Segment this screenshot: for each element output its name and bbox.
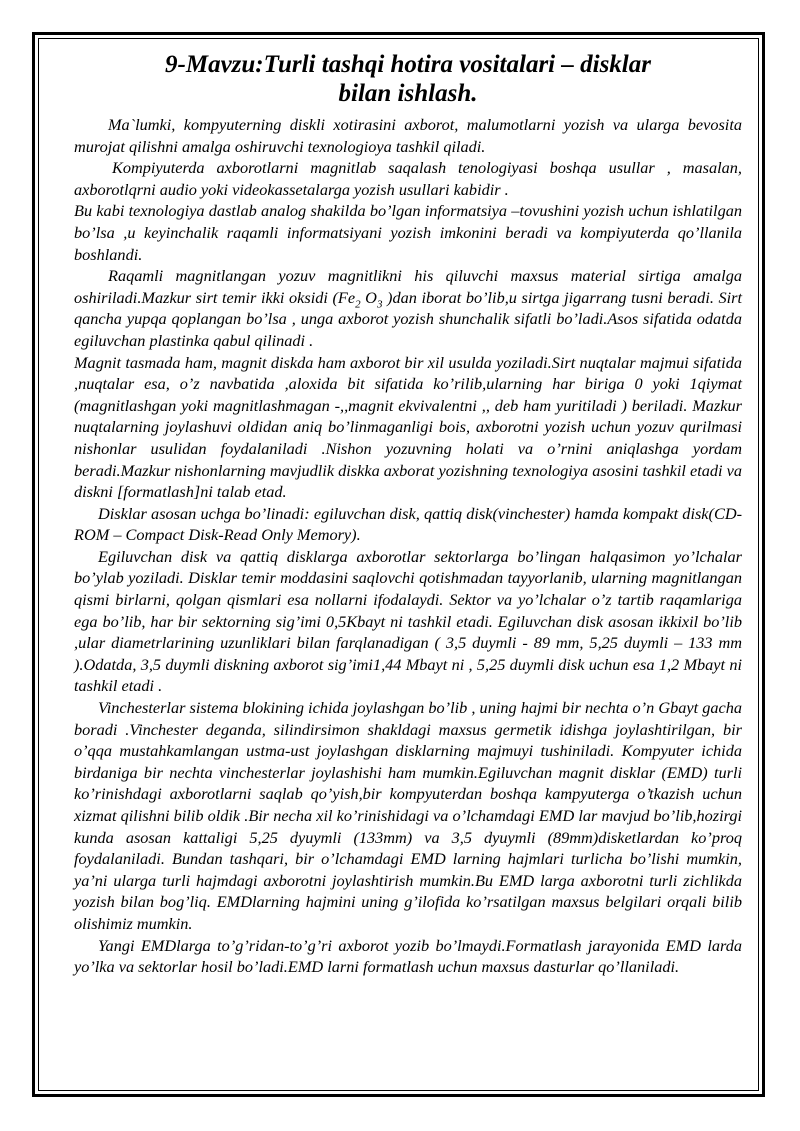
page-title — [74, 50, 742, 108]
paragraph-magnit-tasma: Magnit tasmada ham, magnit diskda ham axborot bir xil usulda yoziladi.Sirt nuqtalar majmui sifatida ,nuqtalar esa, o’z navbatida ,aloxida bit sifatida ko’rilib,ularning har biriga 0 yoki 1qiymat (magnitlashgan yoki magnitlashmagan -,,magnit ekvivalentni ,, deb ham yuritiladi ) beriladi. Mazkur nuqtalarning joylashuvi oldidan aniq bo’linmaganligi bois, axborotni yozish uchun yozuv qurilmasi nishonlar usulidan foydalaniladi .Nishon yozuvning holati va o’rnini aniqlashga yordam beradi.Mazkur nishonlarning mavjudlik diskka axborat yozishning texnologiya asosini tashkil etadi va diskni [formatlash]ni talab etad. — [74, 352, 742, 502]
paragraph-vinchesterlar: Vinchesterlar sistema blokining ichida joylashgan bo’lib , uning hajmi bir nechta o’n Gbayt gacha boradi .Vinchester deganda, silindirsimon shakldagi maxsus germetik idishga joylashtirilgan, bir o’qqa mustahkamlangan ustma-ust joylashgan disklarning majmuyi tushiniladi. Kompyuter ichida birdaniga bir nechta vinchesterlar joylashishi ham mumkin.Egiluvchan magnit disklar (EMD) turli ko’rinishdagi axborotlarni saqlab qo’yish,bir kompyuterdan boshqa kampyuterga o’tkazish uchun xizmat qilishni bilib oldik .Bir necha xil ko’rinishidagi va o’lchamdagi EMD lar mavjud bo’lib,hozirgi kunda asosan kattaligi 5,25 dyuymli (133mm) va 3,5 dyuymli (89mm)disketlardan ko’proq foydalaniladi. Bundan tashqari, bir o’lchamdagi EMD larning hajmlari turlicha bo’lishi mumkin, ya’ni ularga turli hajmdagi axborotni joylashtirish mumkin.Bu EMD larga axborotni turli zichlikda yozish bilan bog’liq. EMDlarning hajmini uning g’ilofida ko’rsatilgan maxsus belgilari orqali bilib olishimiz mumkin. — [74, 698, 742, 933]
paragraph-texnologiya: Bu kabi texnologiya dastlab analog shakilda bo’lgan informatsiya –tovushini yozish uchun ishlatilgan bo’lsa ,u keyinchalik raqamli informatsiyani yozish imkonini beradi va kompiyuterda qo’llanila boshlandi. — [74, 201, 742, 264]
paragraph-kompiyuterda: Kompiyuterda axborotlarni magnitlab saqalash tenologiyasi boshqa usullar , masalan, axborotlqrni audio yoki videokassetalarga yozish usullari kabidir . — [74, 158, 742, 199]
title-line-2: bilan ishlash. — [338, 80, 478, 107]
document-body — [74, 50, 742, 978]
paragraph-egiluvchan: Egiluvchan disk va qattiq disklarga axborotlar sektorlarga bo’lingan halqasimon yo’lchalar bo’ylab yoziladi. Disklar temir moddasini saqlovchi qotishmadan tayyorlanib, ularning magnitlangan qismi birlarni, qolgan qismlari esa nollarni ifodalaydi. Sektor va yo’lchalar o’z tartib raqamlariga ega bo’lib, har bir sektorning sig’imi 0,5Kbayt ni tashkil etadi. Egiluvchan disk asosan ikkixil bo’lib ,ular diametrlarining uzunliklari bilan farqlanadigan ( 3,5 duymli - 89 mm, 5,25 duymli – 133 mm ).Odatda, 3,5 duymli diskning axborot sig’imi1,44 Mbayt ni , 5,25 duymli disk uchun esa 1,2 Mbayt ni tashkil etadi . — [74, 546, 742, 696]
raqamli-text-mid: O — [360, 287, 377, 307]
title-line-1: 9-Mavzu:Turli tashqi hotira vositalari – disklar — [165, 51, 651, 78]
subscript-2: 2 — [355, 298, 361, 310]
paragraph-disklar: Disklar asosan uchga bo’linadi: egiluvchan disk, qattiq disk(vinchester) hamda kompakt disk(CD-ROM – Compact Disk-Read Only Memory). — [74, 503, 742, 545]
subscript-3: 3 — [376, 298, 383, 310]
paragraph-intro: Ma`lumki, kompyuterning diskli xotirasini axborot, malumotlarni yozish va ularga bevosita murojat qilishni amalga oshiruvchi texnologioya tashkil qiladi. — [74, 115, 742, 156]
paragraph-yangi-emd: Yangi EMDlarga to’g’ridan-to’g’ri axborot yozib bo’lmaydi.Formatlash jarayonida EMD larda yo’lka va sektorlar hosil bo’ladi.EMD larni formatlash uchun maxsus dasturlar qo’llaniladi. — [74, 935, 742, 977]
paragraph-raqamli — [74, 265, 742, 351]
raqamli-text-after: )dan iborat bo’lib,u sirtga jigarrang tusni beradi. Sirt qancha yupqa qoplangan bo’lsa , unga axborot yozish shunchalik sifatli bo’ladi.Asos sifatida odatda egiluvchan plastinka qabul qilinadi . — [74, 287, 743, 350]
raqamli-text-before: Raqamli magnitlangan yozuv magnitlikni his qiluvchi maxsus material sirtiga amalga oshiriladi.Mazkur sirt temir ikki oksidi (Fe — [74, 266, 742, 307]
